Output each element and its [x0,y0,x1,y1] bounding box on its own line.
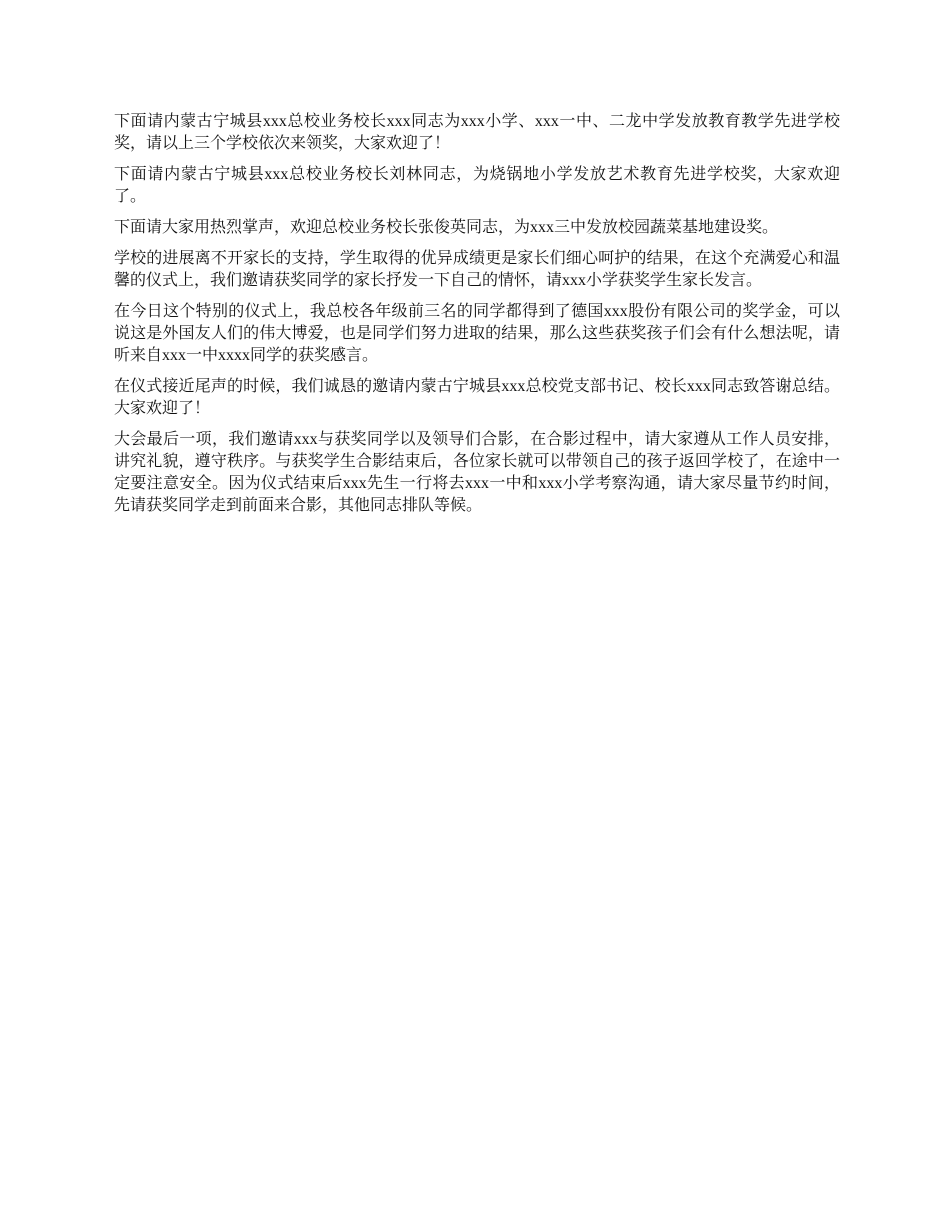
paragraph-3: 下面请大家用热烈掌声，欢迎总校业务校长张俊英同志，为xxx三中发放校园蔬菜基地建设奖。 [114,219,779,236]
paragraph-6: 在仪式接近尾声的时候，我们诚恳的邀请内蒙古宁城县xxx总校党支部书记、校长xxx同志致答谢总结。大家欢迎了！ [114,378,840,417]
paragraph-5: 在今日这个特别的仪式上，我总校各年级前三名的同学都得到了德国xxx股份有限公司的奖学金，可以说这是外国友人们的伟大博爱，也是同学们努力进取的结果，那么这些获奖孩子们会有什么想法呢，请听来自xxx一中xxxx同学的获奖感言。 [114,303,840,364]
paragraph-7: 大会最后一项，我们邀请xxx与获奖同学以及领导们合影，在合影过程中，请大家遵从工作人员安排，讲究礼貌，遵守秩序。与获奖学生合影结束后，各位家长就可以带领自己的孩子返回学校了，在途中一定要注意安全。因为仪式结束后xxx先生一行将去xxx一中和xxx小学考察沟通，请大家尽量节约时间，先请获奖同学走到前面来合影，其他同志排队等候。 [114,431,840,514]
paragraph-4: 学校的进展离不开家长的支持，学生取得的优异成绩更是家长们细心呵护的结果，在这个充满爱心和温馨的仪式上，我们邀请获奖同学的家长抒发一下自己的情怀，请xxx小学获奖学生家长发言。 [114,250,840,289]
document-body [114,111,840,526]
paragraph-1: 下面请内蒙古宁城县xxx总校业务校长xxx同志为xxx小学、xxx一中、二龙中学发放教育教学先进学校奖，请以上三个学校依次来领奖，大家欢迎了！ [114,113,840,152]
paragraph-2: 下面请内蒙古宁城县xxx总校业务校长刘林同志，为烧锅地小学发放艺术教育先进学校奖，大家欢迎了。 [114,166,840,205]
